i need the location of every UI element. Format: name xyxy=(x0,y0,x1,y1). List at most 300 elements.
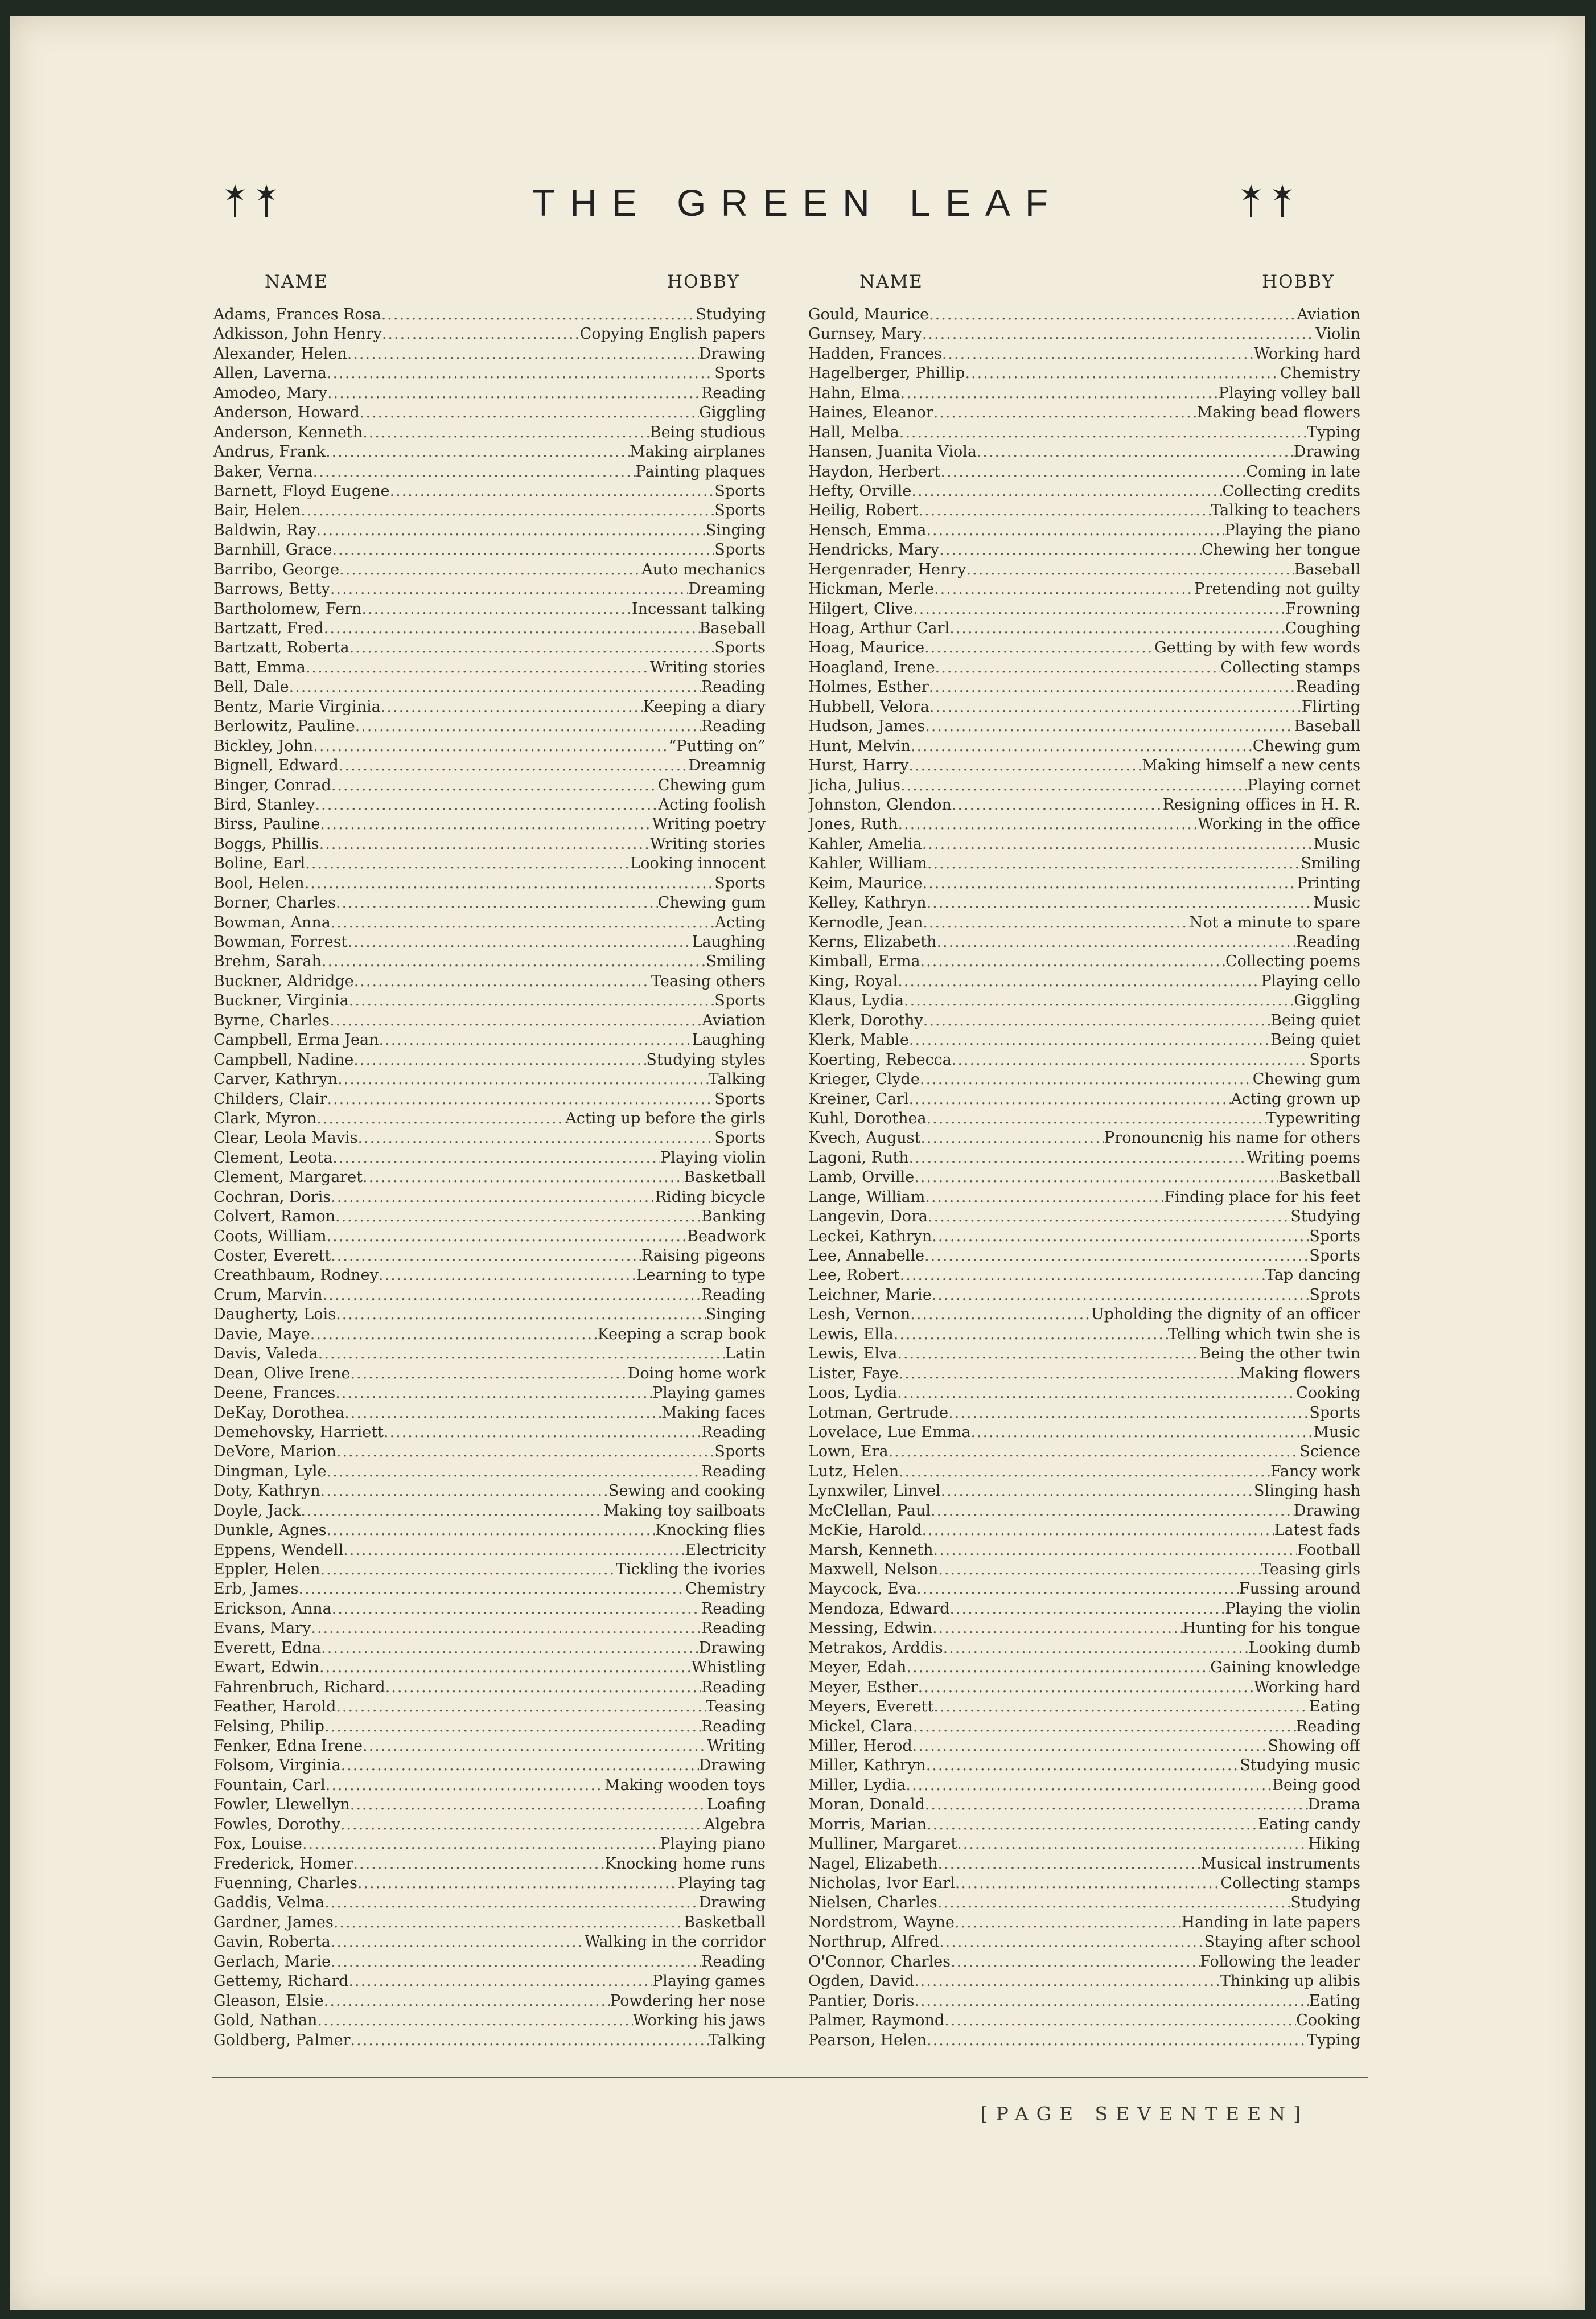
dot-leader xyxy=(338,1070,709,1089)
dot-leader xyxy=(952,1050,1310,1070)
student-hobby: Following the leader xyxy=(1200,1952,1360,1971)
dot-leader xyxy=(334,1913,684,1932)
student-name: Langevin, Dora xyxy=(808,1208,928,1226)
list-item xyxy=(213,638,766,658)
student-hobby: Playing violin xyxy=(660,1148,766,1167)
list-item xyxy=(213,344,766,364)
student-name: Kuhl, Dorothea xyxy=(808,1109,927,1127)
dot-leader xyxy=(332,1599,701,1619)
list-item xyxy=(213,1893,766,1912)
student-name: Erickson, Anna xyxy=(213,1599,332,1618)
student-hobby: Giggling xyxy=(1294,992,1360,1010)
dot-leader xyxy=(326,442,630,462)
list-item xyxy=(213,1344,766,1364)
student-name: Lotman, Gertrude xyxy=(808,1403,949,1422)
student-name: Crum, Marvin xyxy=(213,1286,323,1304)
dot-leader xyxy=(331,913,715,933)
dot-leader xyxy=(379,1031,692,1050)
student-hobby: Playing cornet xyxy=(1247,776,1360,794)
list-item xyxy=(808,1403,1360,1423)
list-item xyxy=(808,482,1360,501)
student-hobby: Reading xyxy=(701,1462,766,1480)
student-hobby: Riding bicycle xyxy=(655,1188,766,1206)
student-hobby: Electricity xyxy=(685,1541,766,1559)
student-hobby: Working hard xyxy=(1253,1678,1360,1696)
student-hobby: Writing stories xyxy=(649,658,766,676)
list-item xyxy=(213,1423,766,1442)
right-entry-list xyxy=(808,305,1360,2050)
list-item xyxy=(213,1128,766,1148)
dot-leader xyxy=(911,482,1222,501)
student-hobby: “Putting on” xyxy=(668,737,766,755)
student-name: Felsing, Philip xyxy=(213,1717,324,1735)
dot-leader xyxy=(339,756,688,775)
student-hobby: Teasing others xyxy=(651,972,766,990)
student-name: Folsom, Virginia xyxy=(213,1756,341,1775)
dot-leader xyxy=(305,874,715,893)
list-item xyxy=(808,1756,1360,1775)
student-name: Campbell, Nadine xyxy=(213,1050,354,1069)
student-name: Metrakos, Arddis xyxy=(808,1639,943,1657)
student-name: Ewart, Edwin xyxy=(213,1659,319,1677)
student-hobby: Sports xyxy=(714,1129,766,1147)
student-name: Lynxwiler, Linvel xyxy=(808,1482,941,1500)
list-item xyxy=(808,600,1360,619)
student-name: Brehm, Sarah xyxy=(213,953,322,971)
list-item xyxy=(213,325,766,344)
dot-leader xyxy=(949,619,1285,638)
dot-leader xyxy=(923,913,1189,933)
list-item xyxy=(808,442,1360,462)
list-item xyxy=(213,423,766,442)
list-item xyxy=(808,1599,1360,1619)
list-item xyxy=(808,501,1360,520)
list-item xyxy=(808,1854,1360,1874)
dot-leader xyxy=(324,1893,699,1912)
dot-leader xyxy=(340,1815,704,1834)
dot-leader xyxy=(935,658,1221,678)
list-item xyxy=(213,1913,766,1932)
dot-leader xyxy=(897,1384,1296,1403)
dot-leader xyxy=(923,1011,1270,1031)
dot-leader xyxy=(298,1579,685,1599)
student-hobby: Musical instruments xyxy=(1200,1854,1360,1873)
list-item xyxy=(213,1011,766,1031)
student-hobby: Football xyxy=(1297,1541,1360,1559)
dot-leader xyxy=(330,1011,702,1031)
student-hobby: Teasing xyxy=(705,1698,766,1716)
list-item xyxy=(213,756,766,775)
student-hobby: Acting grown up xyxy=(1231,1090,1360,1108)
list-item xyxy=(808,658,1360,678)
student-name: Leichner, Marie xyxy=(808,1286,932,1304)
list-item xyxy=(808,560,1360,580)
list-item xyxy=(808,1423,1360,1442)
student-name: Anderson, Howard xyxy=(213,404,360,422)
student-hobby: Making bead flowers xyxy=(1196,404,1360,422)
student-hobby: Painting plaques xyxy=(635,462,766,481)
dot-leader xyxy=(327,364,714,383)
list-item xyxy=(213,600,766,619)
dot-leader xyxy=(357,1874,678,1893)
student-name: Mulliner, Margaret xyxy=(808,1835,957,1853)
list-item xyxy=(808,1384,1360,1403)
student-name: Heilig, Robert xyxy=(808,502,919,520)
student-name: Messing, Edwin xyxy=(808,1619,932,1637)
student-hobby: Being studious xyxy=(649,423,766,441)
list-item xyxy=(213,678,766,697)
list-item xyxy=(213,364,766,383)
student-hobby: Sports xyxy=(714,502,766,520)
dot-leader xyxy=(922,835,1314,854)
dot-leader xyxy=(324,619,700,638)
student-name: Clement, Margaret xyxy=(213,1168,363,1187)
dot-leader xyxy=(363,423,650,442)
student-name: Lesh, Vernon xyxy=(808,1306,911,1324)
dot-leader xyxy=(931,1501,1294,1521)
student-hobby: Sports xyxy=(714,541,766,559)
student-name: Bell, Dale xyxy=(213,678,289,696)
student-hobby: Collecting stamps xyxy=(1220,658,1360,676)
dot-leader xyxy=(302,1834,660,1854)
dot-leader xyxy=(933,1541,1297,1560)
student-hobby: Resigning offices in H. R. xyxy=(1162,795,1360,814)
dot-leader xyxy=(951,1952,1200,1972)
list-item xyxy=(808,874,1360,893)
student-hobby: Playing cello xyxy=(1261,972,1360,990)
list-item xyxy=(213,1442,766,1462)
student-hobby: Reading xyxy=(701,1619,766,1637)
student-hobby: Singing xyxy=(705,521,766,539)
student-hobby: Learning to type xyxy=(636,1266,766,1284)
student-hobby: Being the other twin xyxy=(1199,1345,1360,1363)
student-name: Fuenning, Charles xyxy=(213,1874,357,1892)
student-name: Bickley, John xyxy=(213,737,314,755)
student-name: Hadden, Frances xyxy=(808,344,942,363)
right-column xyxy=(808,272,1360,2050)
student-hobby: Reading xyxy=(701,1678,766,1696)
student-name: Kvech, August xyxy=(808,1129,921,1147)
dot-leader xyxy=(925,1188,1164,1207)
dot-leader xyxy=(899,423,1307,442)
list-item xyxy=(213,1932,766,1952)
dot-leader xyxy=(311,1619,701,1638)
name-heading: NAME xyxy=(265,272,328,292)
list-item xyxy=(808,1286,1360,1305)
student-hobby: Talking xyxy=(708,2031,766,2049)
student-hobby: Powdering her nose xyxy=(610,1992,766,2010)
student-hobby: Typing xyxy=(1307,2031,1360,2049)
dot-leader xyxy=(944,2011,1296,2030)
student-name: Everett, Edna xyxy=(213,1639,322,1657)
list-item xyxy=(808,1992,1360,2011)
list-item xyxy=(213,1717,766,1737)
list-item xyxy=(808,325,1360,344)
dot-leader xyxy=(922,1521,1274,1540)
student-hobby: Writing poetry xyxy=(652,815,766,834)
list-item xyxy=(808,1815,1360,1834)
student-hobby: Acting foolish xyxy=(658,795,766,814)
student-name: Hansen, Juanita Viola xyxy=(808,443,977,461)
student-hobby: Cooking xyxy=(1296,2012,1360,2030)
dot-leader xyxy=(317,2011,632,2030)
student-name: Jicha, Julius xyxy=(808,776,900,794)
dot-leader xyxy=(904,991,1294,1011)
dot-leader xyxy=(943,1639,1249,1658)
student-hobby: Staying after school xyxy=(1204,1933,1360,1951)
student-name: Mendoza, Edward xyxy=(808,1599,950,1618)
student-hobby: Hunting for his tongue xyxy=(1182,1619,1360,1637)
list-item xyxy=(213,560,766,580)
dot-leader xyxy=(977,442,1294,462)
student-name: Maycock, Eva xyxy=(808,1580,917,1598)
dot-leader xyxy=(343,1541,685,1560)
list-item xyxy=(808,952,1360,971)
student-name: Johnston, Glendon xyxy=(808,795,952,814)
list-item xyxy=(213,2011,766,2030)
student-hobby: Chewing her tongue xyxy=(1201,541,1360,559)
student-hobby: Banking xyxy=(701,1208,766,1226)
student-hobby: Collecting stamps xyxy=(1220,1874,1360,1892)
student-hobby: Sports xyxy=(714,1090,766,1108)
dot-leader xyxy=(889,1442,1300,1462)
student-name: Keim, Maurice xyxy=(808,874,923,892)
list-item xyxy=(808,1834,1360,1854)
student-name: Meyer, Esther xyxy=(808,1678,918,1696)
dot-leader xyxy=(929,678,1296,697)
student-name: Berlowitz, Pauline xyxy=(213,717,355,736)
student-name: Dingman, Lyle xyxy=(213,1462,327,1480)
student-hobby: Auto mechanics xyxy=(641,560,766,578)
dot-leader xyxy=(924,1246,1309,1266)
student-name: Holmes, Esther xyxy=(808,678,929,696)
student-hobby: Reading xyxy=(701,717,766,736)
dot-leader xyxy=(932,1286,1310,1305)
student-hobby: Making himself a new cents xyxy=(1142,757,1360,775)
list-item xyxy=(808,1521,1360,1540)
dot-leader xyxy=(925,1795,1308,1815)
dot-leader xyxy=(351,2031,709,2050)
list-item xyxy=(213,1168,766,1187)
student-name: Fountain, Carl xyxy=(213,1776,326,1794)
student-name: Kreiner, Carl xyxy=(808,1090,909,1108)
student-name: Eppens, Wendell xyxy=(213,1541,344,1559)
list-item xyxy=(808,462,1360,482)
student-name: Loos, Lydia xyxy=(808,1384,898,1402)
student-hobby: Whistling xyxy=(691,1659,766,1677)
student-hobby: Talking xyxy=(708,1070,766,1089)
student-name: Binger, Conrad xyxy=(213,776,331,794)
student-hobby: Sprots xyxy=(1309,1286,1360,1304)
student-name: Fox, Louise xyxy=(213,1835,302,1853)
dot-leader xyxy=(900,1266,1265,1285)
student-name: Frederick, Homer xyxy=(213,1854,353,1873)
dot-leader xyxy=(331,1932,585,1952)
student-hobby: Typewriting xyxy=(1266,1109,1360,1127)
dot-leader xyxy=(909,1148,1247,1168)
list-item xyxy=(808,1207,1360,1226)
student-hobby: Working in the office xyxy=(1198,815,1360,834)
student-name: Koerting, Rebecca xyxy=(808,1050,952,1069)
dot-leader xyxy=(306,658,650,678)
list-item xyxy=(213,462,766,482)
page-number: [PAGE SEVENTEEN] xyxy=(980,2103,1309,2125)
dot-leader xyxy=(952,795,1163,815)
student-hobby: Reading xyxy=(701,1952,766,1971)
student-name: Meyer, Edah xyxy=(808,1659,907,1677)
list-item xyxy=(213,580,766,599)
list-item xyxy=(213,835,766,854)
student-name: Byrne, Charles xyxy=(213,1011,330,1029)
dot-leader xyxy=(920,1070,1253,1089)
student-hobby: Playing piano xyxy=(660,1835,766,1853)
list-item xyxy=(213,1599,766,1619)
student-name: Hefty, Orville xyxy=(808,482,912,500)
dot-leader xyxy=(899,1462,1270,1481)
dot-leader xyxy=(906,1658,1210,1677)
student-hobby: Baseball xyxy=(1294,717,1360,736)
dot-leader xyxy=(327,1227,688,1246)
dot-leader xyxy=(897,1344,1199,1364)
student-hobby: Chemistry xyxy=(685,1580,766,1598)
student-name: Klerk, Mable xyxy=(808,1031,909,1049)
student-name: Hoagland, Irene xyxy=(808,658,935,676)
dot-leader xyxy=(908,1090,1231,1109)
student-hobby: Raising pigeons xyxy=(641,1247,766,1265)
student-name: Gleason, Elsie xyxy=(213,1992,324,2010)
student-hobby: Smiling xyxy=(1301,855,1360,873)
student-name: Lovelace, Lue Emma xyxy=(808,1423,971,1441)
dot-leader xyxy=(336,1697,705,1717)
student-name: Lewis, Ella xyxy=(808,1325,894,1343)
dot-leader xyxy=(941,1481,1254,1501)
dot-leader xyxy=(910,1305,1091,1324)
dot-leader xyxy=(320,815,652,834)
dot-leader xyxy=(927,1109,1266,1128)
student-name: Gould, Maurice xyxy=(808,306,929,323)
student-hobby: Sports xyxy=(1309,1247,1360,1265)
dot-leader xyxy=(323,1286,701,1305)
dot-leader xyxy=(381,697,643,717)
dot-leader xyxy=(933,1697,1309,1717)
student-hobby: Making toy sailboats xyxy=(603,1501,766,1520)
student-name: Hudson, James xyxy=(808,717,925,736)
student-name: Lee, Robert xyxy=(808,1266,900,1284)
student-hobby: Sports xyxy=(714,1443,766,1461)
list-item xyxy=(808,835,1360,854)
student-name: Kerns, Elizabeth xyxy=(808,933,937,951)
list-item xyxy=(808,1560,1360,1579)
dot-leader xyxy=(929,305,1297,325)
dot-leader xyxy=(900,384,1219,403)
list-item xyxy=(808,1442,1360,1462)
list-item xyxy=(213,1560,766,1579)
student-hobby: Working hard xyxy=(1253,344,1360,363)
dot-leader xyxy=(937,1893,1291,1912)
student-name: Moran, Donald xyxy=(808,1796,925,1814)
dot-leader xyxy=(906,1776,1272,1795)
list-item xyxy=(213,1756,766,1775)
list-item xyxy=(808,1364,1360,1384)
list-item xyxy=(213,1364,766,1384)
list-item xyxy=(808,1658,1360,1677)
list-item xyxy=(808,1128,1360,1148)
student-hobby: Collecting poems xyxy=(1225,953,1360,971)
student-hobby: Upholding the dignity of an officer xyxy=(1091,1306,1360,1324)
student-hobby: Coming in late xyxy=(1246,462,1360,481)
student-hobby: Pronouncnig his name for others xyxy=(1104,1129,1360,1147)
list-item xyxy=(213,737,766,756)
student-name: Davis, Valeda xyxy=(213,1345,318,1363)
dot-leader xyxy=(927,2031,1307,2050)
student-hobby: Copying English papers xyxy=(579,325,766,343)
list-item xyxy=(213,1579,766,1599)
list-item xyxy=(213,1227,766,1246)
dot-leader xyxy=(313,737,668,756)
student-hobby: Walking in the corridor xyxy=(584,1933,766,1951)
student-name: Miller, Lydia xyxy=(808,1776,906,1794)
dot-leader xyxy=(348,1972,652,1991)
student-name: Gaddis, Velma xyxy=(213,1894,325,1912)
list-item xyxy=(808,540,1360,560)
student-hobby: Slinging hash xyxy=(1253,1482,1360,1500)
student-hobby: Sports xyxy=(714,364,766,383)
student-hobby: Reading xyxy=(1296,1717,1360,1735)
dot-leader xyxy=(932,1619,1183,1638)
student-name: Creathbaum, Rodney xyxy=(213,1266,379,1284)
student-name: Lister, Faye xyxy=(808,1364,899,1382)
dot-leader xyxy=(305,854,630,873)
dot-leader xyxy=(357,1128,714,1148)
student-name: McClellan, Paul xyxy=(808,1501,931,1520)
student-name: Lewis, Elva xyxy=(808,1345,898,1363)
student-name: Hurst, Harry xyxy=(808,757,909,775)
dot-leader xyxy=(957,1834,1308,1854)
list-item xyxy=(808,678,1360,697)
dot-leader xyxy=(920,952,1225,971)
dot-leader xyxy=(315,795,659,815)
dot-leader xyxy=(925,717,1294,736)
list-item xyxy=(808,756,1360,775)
student-hobby: Teasing girls xyxy=(1260,1561,1360,1578)
student-hobby: Singing xyxy=(705,1306,766,1324)
list-item xyxy=(213,1874,766,1893)
list-item xyxy=(213,854,766,873)
left-column xyxy=(213,272,766,2050)
student-hobby: Baseball xyxy=(699,619,766,637)
dot-leader xyxy=(336,1305,706,1324)
student-hobby: Drawing xyxy=(698,1756,766,1775)
student-name: Morris, Marian xyxy=(808,1815,927,1833)
list-item xyxy=(213,1619,766,1638)
list-item xyxy=(808,1305,1360,1324)
dot-leader xyxy=(922,325,1316,344)
dot-leader xyxy=(322,952,706,971)
column-header xyxy=(808,272,1360,305)
student-hobby: Aviation xyxy=(702,1011,766,1029)
student-hobby: Playing the violin xyxy=(1225,1599,1360,1618)
student-hobby: Drawing xyxy=(698,1894,766,1912)
dot-leader xyxy=(332,1148,660,1168)
student-name: Palmer, Raymond xyxy=(808,2012,945,2030)
list-item xyxy=(808,2011,1360,2030)
student-name: Borner, Charles xyxy=(213,894,336,912)
student-name: Haines, Eleanor xyxy=(808,404,933,422)
student-name: Clear, Leola Mavis xyxy=(213,1129,358,1147)
student-hobby: Basketball xyxy=(684,1913,766,1931)
dot-leader xyxy=(301,1501,603,1521)
student-hobby: Sports xyxy=(1309,1227,1360,1245)
